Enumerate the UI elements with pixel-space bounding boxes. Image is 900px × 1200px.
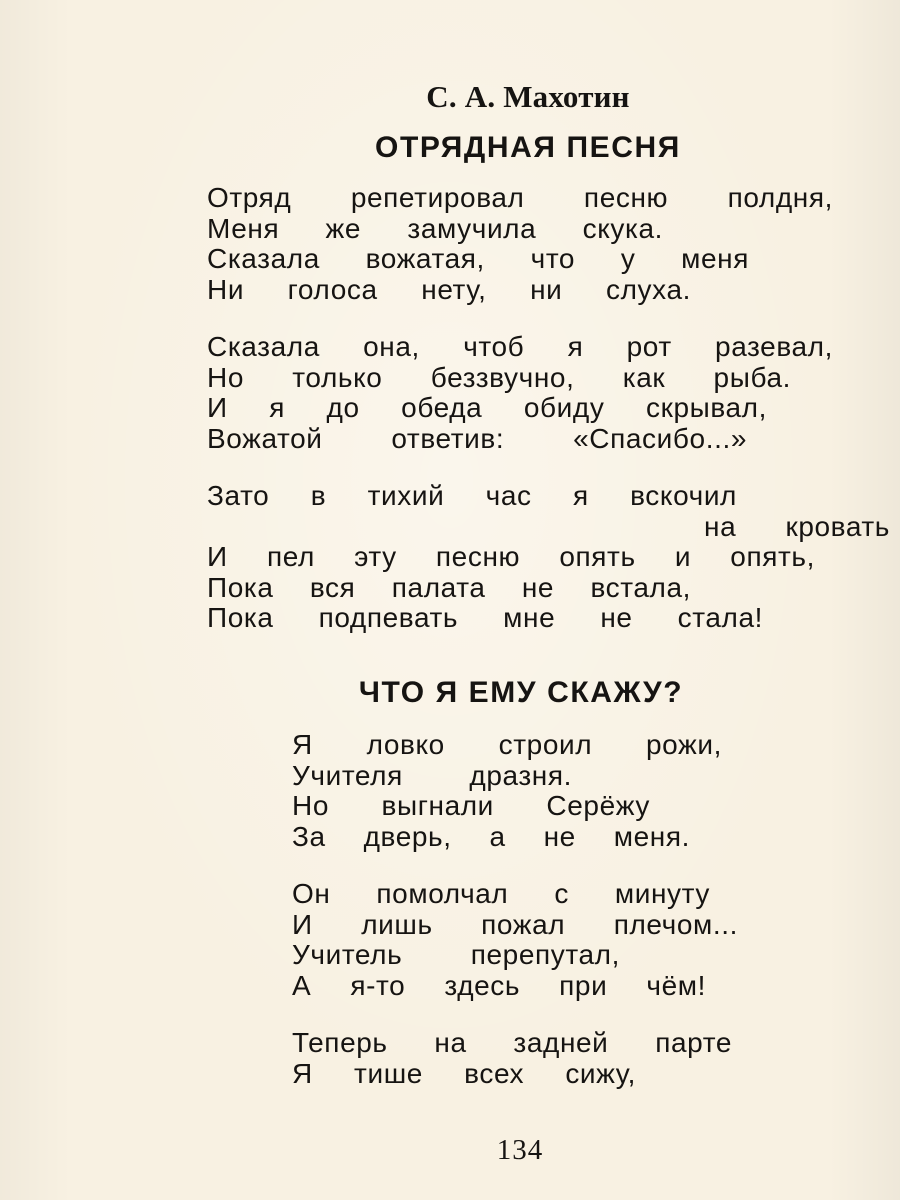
poem-line: Меня же замучила скука. — [207, 212, 663, 244]
poem-line: Пока подпевать мне не стала! — [207, 602, 763, 633]
poem-line: И я до обеда обиду скрывал, — [207, 392, 767, 423]
stanza — [207, 480, 890, 634]
poem-line: Но только беззвучно, как рыба. — [207, 361, 791, 393]
poem-line-dropped: на кровать — [704, 510, 890, 542]
poem-line: Вожатой ответив: «Спасибо...» — [207, 422, 747, 454]
poem-line: Теперь на задней парте — [292, 1027, 732, 1058]
poem-title-otryadnaya-pesnya: ОТРЯДНАЯ ПЕСНЯ — [375, 131, 681, 164]
page-number: 134 — [496, 1134, 544, 1166]
poem-line: Он помолчал с минуту — [292, 878, 710, 909]
poem-chto-ya-emu-skazhu — [292, 730, 742, 1116]
poem-line: А я-то здесь при чём! — [292, 969, 706, 1001]
poem-line: Но выгнали Серёжу — [292, 790, 650, 821]
poem-line: Я ловко строил рожи, — [292, 729, 722, 760]
poem-line: Зато в тихий час я вскочил — [207, 480, 737, 511]
poem-line: И лишь пожал плечом... — [292, 908, 738, 940]
stanza — [292, 1028, 742, 1089]
poem-line: За дверь, а не меня. — [292, 820, 690, 852]
stanza — [207, 331, 833, 454]
author-name: С. А. Махотин — [426, 79, 630, 114]
poem-otryadnaya-pesnya — [207, 182, 890, 661]
poem-line: Я тише всех сижу, — [292, 1057, 636, 1089]
poem-line: И пел эту песню опять и опять, — [207, 541, 815, 572]
stanza — [292, 730, 742, 852]
stanza — [292, 879, 742, 1001]
poem-line: Учитель перепутал, — [292, 939, 620, 970]
poem-line: Сказала она, чтоб я рот разевал, — [207, 331, 833, 362]
poem-line: Ни голоса нету, ни слуха. — [207, 273, 691, 305]
poem-line: Учителя дразня. — [292, 759, 572, 791]
poem-line: Пока вся палата не встала, — [207, 571, 691, 603]
poem-line: Отряд репетировал песню полдня, — [207, 182, 833, 213]
poem-line: Сказала вожатая, что у меня — [207, 243, 749, 274]
stanza — [207, 182, 833, 305]
poem-title-chto-ya-emu-skazhu: ЧТО Я ЕМУ СКАЖУ? — [358, 676, 684, 709]
